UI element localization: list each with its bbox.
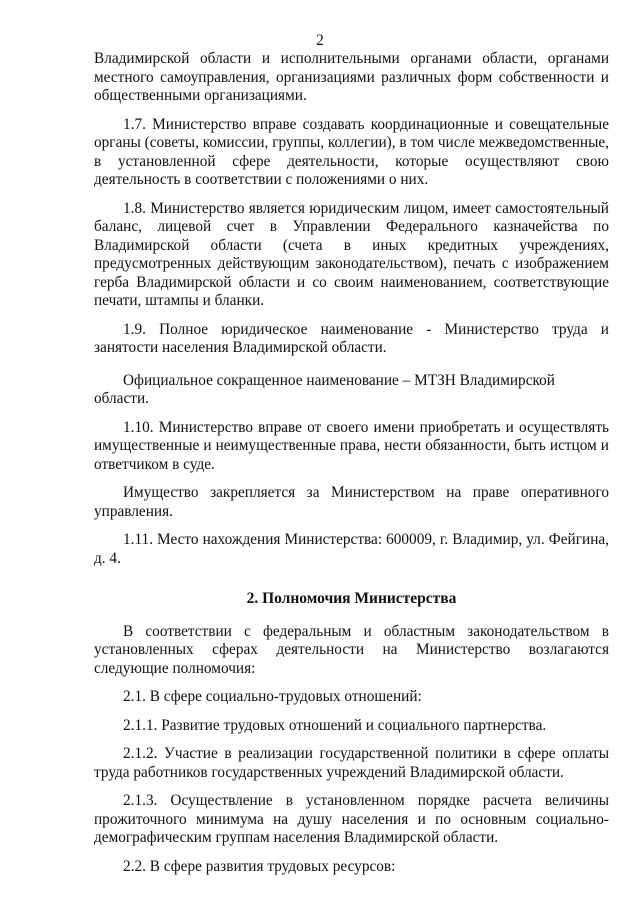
page-number: 2 xyxy=(316,32,324,49)
paragraph-2-1-3: 2.1.3. Осуществление в установленном порядке расчета величины прожиточного минимума на душу населения и по основным социально-демографическим группам населения Владимирской области. xyxy=(94,792,609,846)
document-body xyxy=(94,50,609,886)
paragraph-1-9: 1.9. Полное юридическое наименование - Министерство труда и занятости населения Владимирской области. xyxy=(94,320,609,356)
section-heading: 2. Полномочия Министерства xyxy=(246,590,457,607)
paragraph-2-1-2: 2.1.2. Участие в реализации государственной политики в сфере оплаты труда работников государственных учреждений Владимирской области. xyxy=(94,745,609,781)
paragraph-powers-intro: В соответствии с федеральным и областным законодательством в установленных сферах деятельности на Министерство возлагаются следующие полномочия: xyxy=(94,622,609,677)
paragraph-1-11: 1.11. Место нахождения Министерства: 600009, г. Владимир, ул. Фейгина, д. 4. xyxy=(94,531,609,567)
paragraph-1-8: 1.8. Министерство является юридическим лицом, имеет самостоятельный баланс, лицевой счет в Управлении Федерального казначейства по Владимирской области (счета в иных кредитных учреждениях, предусмотренных действующим законодательством), печать с изображением герба Владимирской области и со своим наименованием, соответствующие печати, штампы и бланки. xyxy=(94,199,609,309)
paragraph-continuation: Владимирской области и исполнительными органами области, органами местного самоуправления, организациями различных форм собственности и общественными организациями. xyxy=(94,50,609,104)
paragraph-1-10: 1.10. Министерство вправе от своего имени приобретать и осуществлять имущественные и неимущественные права, нести обязанности, быть истцом и ответчиком в суде. xyxy=(94,418,609,473)
paragraph-2-1-1: 2.1.1. Развитие трудовых отношений и социального партнерства. xyxy=(123,716,547,734)
paragraph-2-2: 2.2. В сфере развития трудовых ресурсов: xyxy=(123,857,396,875)
paragraph-1-7: 1.7. Министерство вправе создавать координационные и совещательные органы (советы, комиссии, группы, коллегии), в том числе межведомственные, в установленной сфере деятельности, которые осуществляют свою деятельность в соответствии с положениями о них. xyxy=(94,115,609,188)
paragraph-property: Имущество закрепляется за Министерством на праве оперативного управления. xyxy=(94,484,609,520)
paragraph-short-name: Официальное сокращенное наименование – МТЗН Владимирской области. xyxy=(94,371,555,407)
paragraph-2-1: 2.1. В сфере социально-трудовых отношений: xyxy=(123,688,422,705)
